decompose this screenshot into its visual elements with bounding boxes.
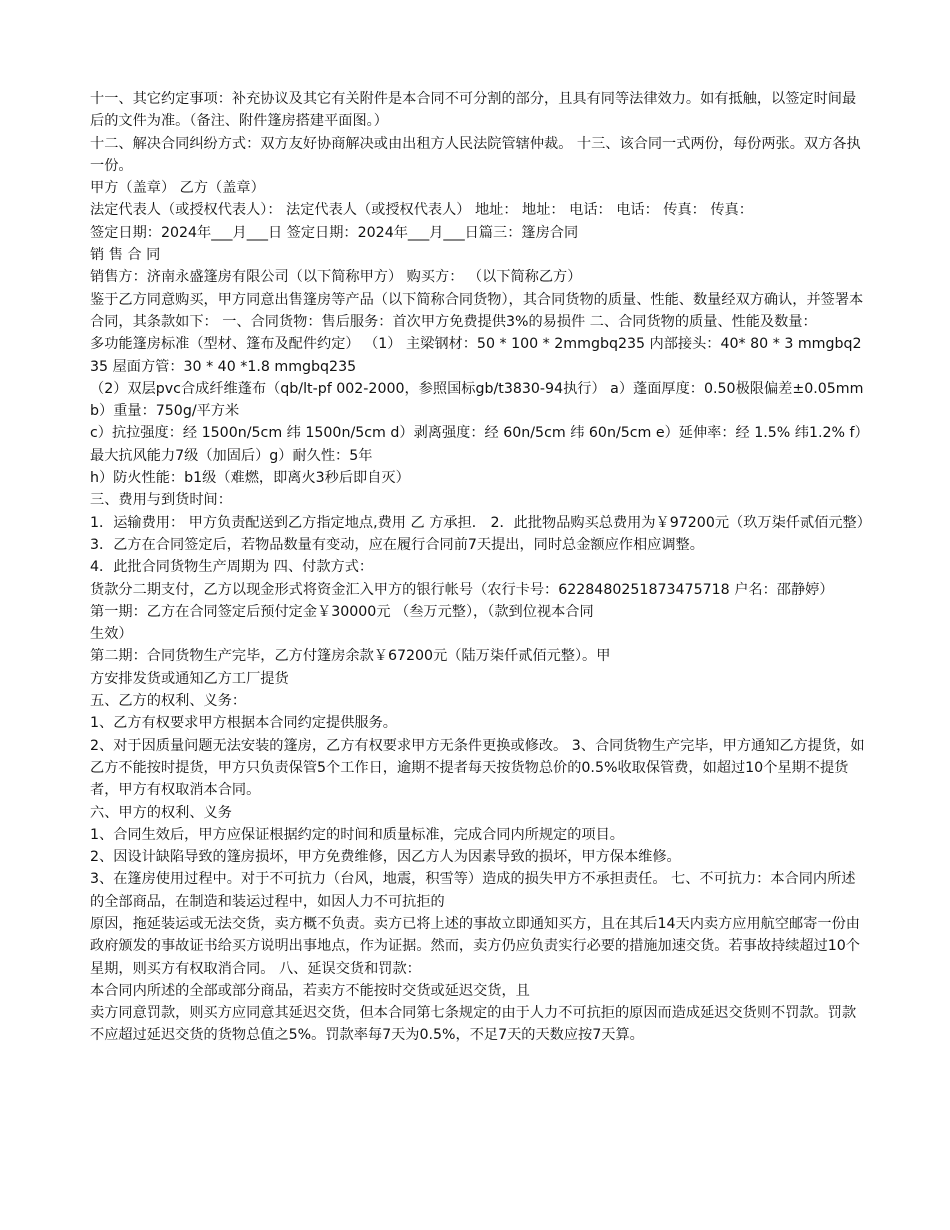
first-payment-continued: 生效） — [90, 626, 133, 643]
strength-spec-paragraph: c）抗拉强度：经 1500n/5cm 纬 1500n/5cm d）剥离强度：经 60n/5cm 纬 60n/5cm e）延伸率：经 1.5% 纬1.2% f）最大抗风能力7级（加固后）g）耐久性：5年 — [90, 425, 862, 464]
seller-duty-three: 3、在篷房使用过程中。对于不可抗力（台风，地震，积雪等）造成的损失甲方不承担责任。 七、不可抗力：本合同内所述的全部商品，在制造和装运过程中，如因人力不可抗拒的 — [90, 871, 856, 910]
clause-twelve-paragraph: 十二、解决合同纠纷方式：双方友好协商解决或由出租方人民法院管辖仲裁。 十三、该合同一式两份，每份两张。双方各执一份。 — [90, 135, 861, 174]
penalty-paragraph: 卖方同意罚款，则买方应同意其延迟交货，但本合同第七条规定的由于人力不可抗拒的原因而造成延迟交货则不罚款。罚款不应超过延迟交货的货物总值之5%。罚款率每7天为0.5%，不足7天的天数应按7天算。 — [90, 1005, 857, 1044]
contract-text — [90, 88, 871, 1047]
second-payment-continued: 方安排发货或通知乙方工厂提货 — [90, 670, 289, 687]
delay-clause-line: 本合同内所述的全部或部分商品，若卖方不能按时交货或延迟交货，且 — [90, 982, 530, 999]
first-payment-line: 第一期：乙方在合同签定后预付定金￥30000元 （叁万元整），（款到位视本合同 — [90, 603, 594, 620]
transport-cost-paragraph: 1．运输费用： 甲方负责配送到乙方指定地点,费用 乙 方承担． 2．此批物品购买总费用为￥97200元（玖万柒仟贰佰元整） — [90, 514, 871, 531]
signing-date-line: 签定日期：2024年___月___日 签定日期：2024年___月___日篇三：篷房合同 — [90, 224, 579, 241]
seller-duty-two: 2、因设计缺陷导致的篷房损坏，甲方免费维修，因乙方人为因素导致的损坏，甲方保本维修。 — [90, 849, 681, 866]
seal-line: 甲方（盖章） 乙方（盖章） — [90, 180, 265, 197]
production-cycle-line: 4．此批合同货物生产周期为 四、付款方式： — [90, 559, 374, 576]
buyer-right-one: 1、乙方有权要求甲方根据本合同约定提供服务。 — [90, 715, 397, 732]
clause-eleven-paragraph: 十一、其它约定事项：补充协议及其它有关附件是本合同不可分割的部分，且具有同等法律效力。如有抵触，以签定时间最后的文件为准。（备注、附件篷房搭建平面图。） — [90, 91, 857, 130]
steel-spec-paragraph: 多功能篷房标准（型材、篷布及配件约定） （1） 主梁钢材：50 * 100 * 2mmgbq235 内部接头：40* 80 * 3 mmgbq235 屋面方管：30 * 40 *1.8 mmgbq235 — [90, 336, 862, 375]
sales-contract-title: 销 售 合 同 — [90, 247, 161, 264]
payment-method-paragraph: 货款分二期支付，乙方以现金形式将资金汇入甲方的银行帐号（农行卡号：6228480251873475718 户名：邵静婷） — [90, 581, 834, 598]
second-payment-line: 第二期：合同货物生产完毕，乙方付篷房余款￥67200元（陆万柒仟贰佰元整）。甲 — [90, 648, 611, 665]
section-five-heading: 五、乙方的权利、义务： — [90, 693, 247, 710]
preamble-paragraph: 鉴于乙方同意购买，甲方同意出售篷房等产品（以下简称合同货物），其合同货物的质量、性能、数量经双方确认，并签署本合同，其条款如下： 一、合同货物：售后服务：首次甲方免费提供3%的易损件 二、合同货物的质量、性能及数量： — [90, 291, 864, 330]
representative-line: 法定代表人（或授权代表人）： 法定代表人（或授权代表人） 地址： 地址： 电话： 电话： 传真： 传真： — [90, 202, 753, 219]
buyer-right-two-three: 2、对于因质量问题无法安装的篷房，乙方有权要求甲方无条件更换或修改。 3、合同货物生产完毕，甲方通知乙方提货，如乙方不能按时提货，甲方只负责保管5个工作日，逾期不提者每天按货物总价的0.5%收取保管费，如超过10个星期不提货者，甲方有权取消本合同。 — [90, 737, 865, 799]
quantity-change-line: 3．乙方在合同签定后，若物品数量有变动，应在履行合同前7天提出，同时总金额应作相应调整。 — [90, 536, 704, 553]
force-majeure-paragraph: 原因，拖延装运或无法交货，卖方概不负责。卖方已将上述的事故立即通知买方，且在其后14天内卖方应用航空邮寄一份由政府颁发的事故证书给买方说明出事地点，作为证据。然而，卖方仍应负责实行必要的措施加速交货。若事故持续超过10个星期，则买方有权取消合同。 八、延误交货和罚款： — [90, 915, 860, 977]
parties-line: 销售方：济南永盛篷房有限公司（以下简称甲方） 购买方： （以下简称乙方） — [90, 269, 582, 286]
fabric-spec-paragraph: （2）双层pvc合成纤维蓬布（qb/lt-pf 002-2000，参照国标gb/t3830-94执行） a）蓬面厚度：0.50极限偏差±0.05mm b）重量：750g/平方米 — [90, 380, 864, 420]
seller-duty-one: 1、合同生效后，甲方应保证根据约定的时间和质量标准，完成合同内所规定的项目。 — [90, 826, 624, 843]
section-three-heading: 三、费用与到货时间： — [90, 492, 232, 509]
fire-rating-line: h）防火性能：b1级（难燃，即离火3秒后即自灭） — [90, 470, 410, 487]
section-six-heading: 六、甲方的权利、义务 — [90, 804, 232, 821]
